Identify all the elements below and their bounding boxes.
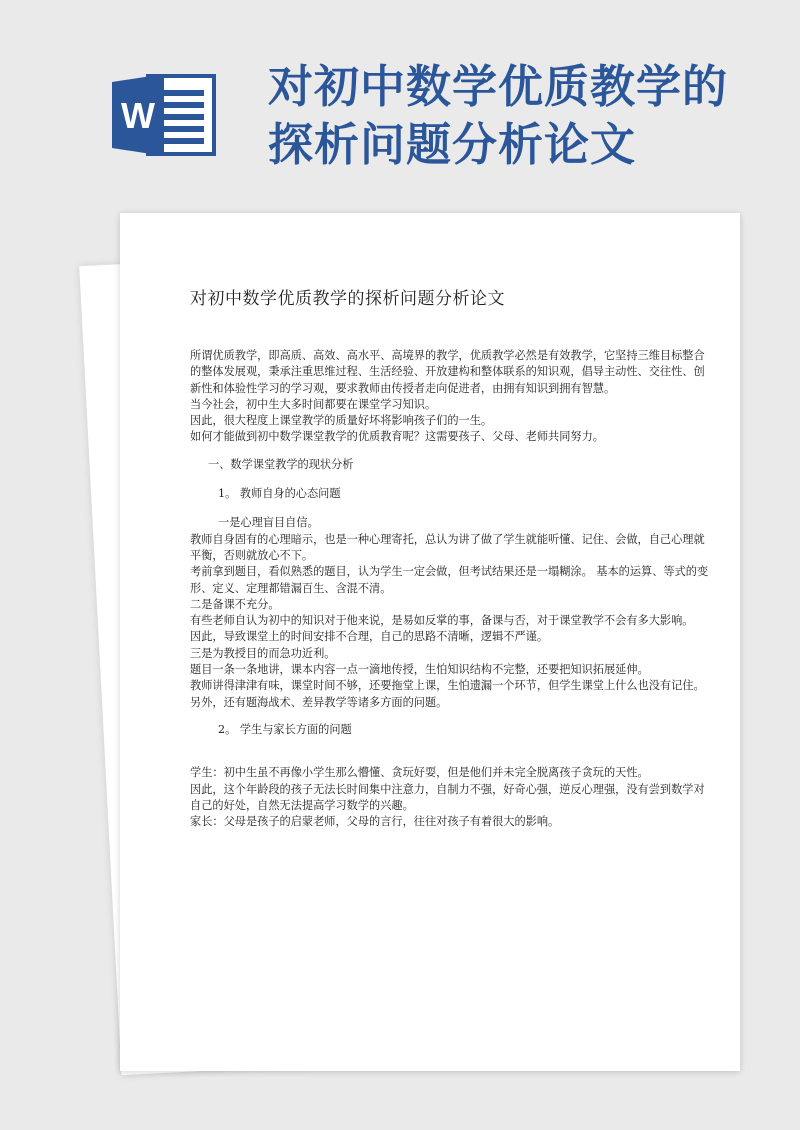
paragraph: 教师自身固有的心理暗示，也是一种心理寄托，总认为讲了做了学生就能听懂、记住、会做，自己心理就平衡，否则就放心不下。 [190, 532, 705, 562]
paragraph: 二是备课不充分。 [190, 597, 280, 611]
paragraph: 因此，很大程度上课堂教学的质量好坏将影响孩子们的一生。 [190, 414, 493, 428]
banner [0, 0, 800, 200]
paragraph: 当今社会，初中生大多时间都要在课堂学习知识。 [190, 397, 437, 411]
paragraph: 题目一条一条地讲，课本内容一点一滴地传授，生怕知识结构不完整，还要把知识拓展延伸。 [190, 663, 649, 677]
paragraph: 因此，导致课堂上的时间安排不合理，自己的思路不清晰，逻辑不严谨。 [190, 630, 549, 644]
paragraph: 学生：初中生虽不再像小学生那么懵懂、贪玩好耍，但是他们并未完全脱离孩子贪玩的天性。 [190, 766, 649, 780]
paragraph: 三是为教授目的而急功近利。 [190, 646, 336, 660]
paragraph: 教师讲得津津有味，课堂时间不够，还要拖堂上课，生怕遗漏一个环节，但学生课堂上什么也没有记住。 [190, 679, 705, 693]
subsection-heading: 2。 学生与家长方面的问题 [218, 722, 352, 736]
banner-title: 对初中数学优质教学的探析问题分析论文 [268, 60, 729, 171]
document-body [190, 348, 710, 830]
paragraph: 有些老师自认为初中的知识对于他来说，是易如反掌的事，备课与否，对于课堂教学不会有多大影响。 [190, 614, 694, 628]
paragraph: 另外，还有题海战术、差异教学等诸多方面的问题。 [190, 695, 448, 709]
paragraph: 一是心理盲目自信。 [218, 516, 319, 530]
subsection-heading: 1。 教师自身的心态问题 [218, 487, 341, 501]
document-title: 对初中数学优质教学的探析问题分析论文 [190, 289, 505, 309]
paragraph: 因此，这个年龄段的孩子无法长时间集中注意力，自制力不强，好奇心强，逆反心理强，没有尝到数学对自己的好处，自然无法提高学习数学的兴趣。 [190, 782, 705, 812]
word-document-icon [112, 72, 220, 158]
paragraph: 家长：父母是孩子的启蒙老师，父母的言行，往往对孩子有着很大的影响。 [190, 815, 560, 829]
paragraph: 考前拿到题目，看似熟悉的题目，认为学生一定会做，但考试结果还是一塌糊涂。 基本的运算、等式的变形、定义、定理都错漏百生、含混不清。 [190, 565, 709, 595]
paragraph: 如何才能做到初中数学课堂教学的优质教育呢？这需要孩子、父母、老师共同努力。 [190, 430, 604, 444]
svg-text:W: W [121, 95, 155, 136]
paragraph: 所谓优质教学，即高质、高效、高水平、高境界的教学，优质教学必然是有效教学，它坚持三维目标整合的整体发展观，秉承注重思维过程、生活经验、开放建构和整体联系的知识观，倡导主动性、交往性、创新性和体验性学习的学习观，要求教师由传授者走向促进者，由拥有知识到拥有智慧。 [190, 349, 705, 395]
section-heading: 一、数学课堂教学的现状分析 [208, 457, 354, 471]
document-page [120, 213, 740, 1071]
